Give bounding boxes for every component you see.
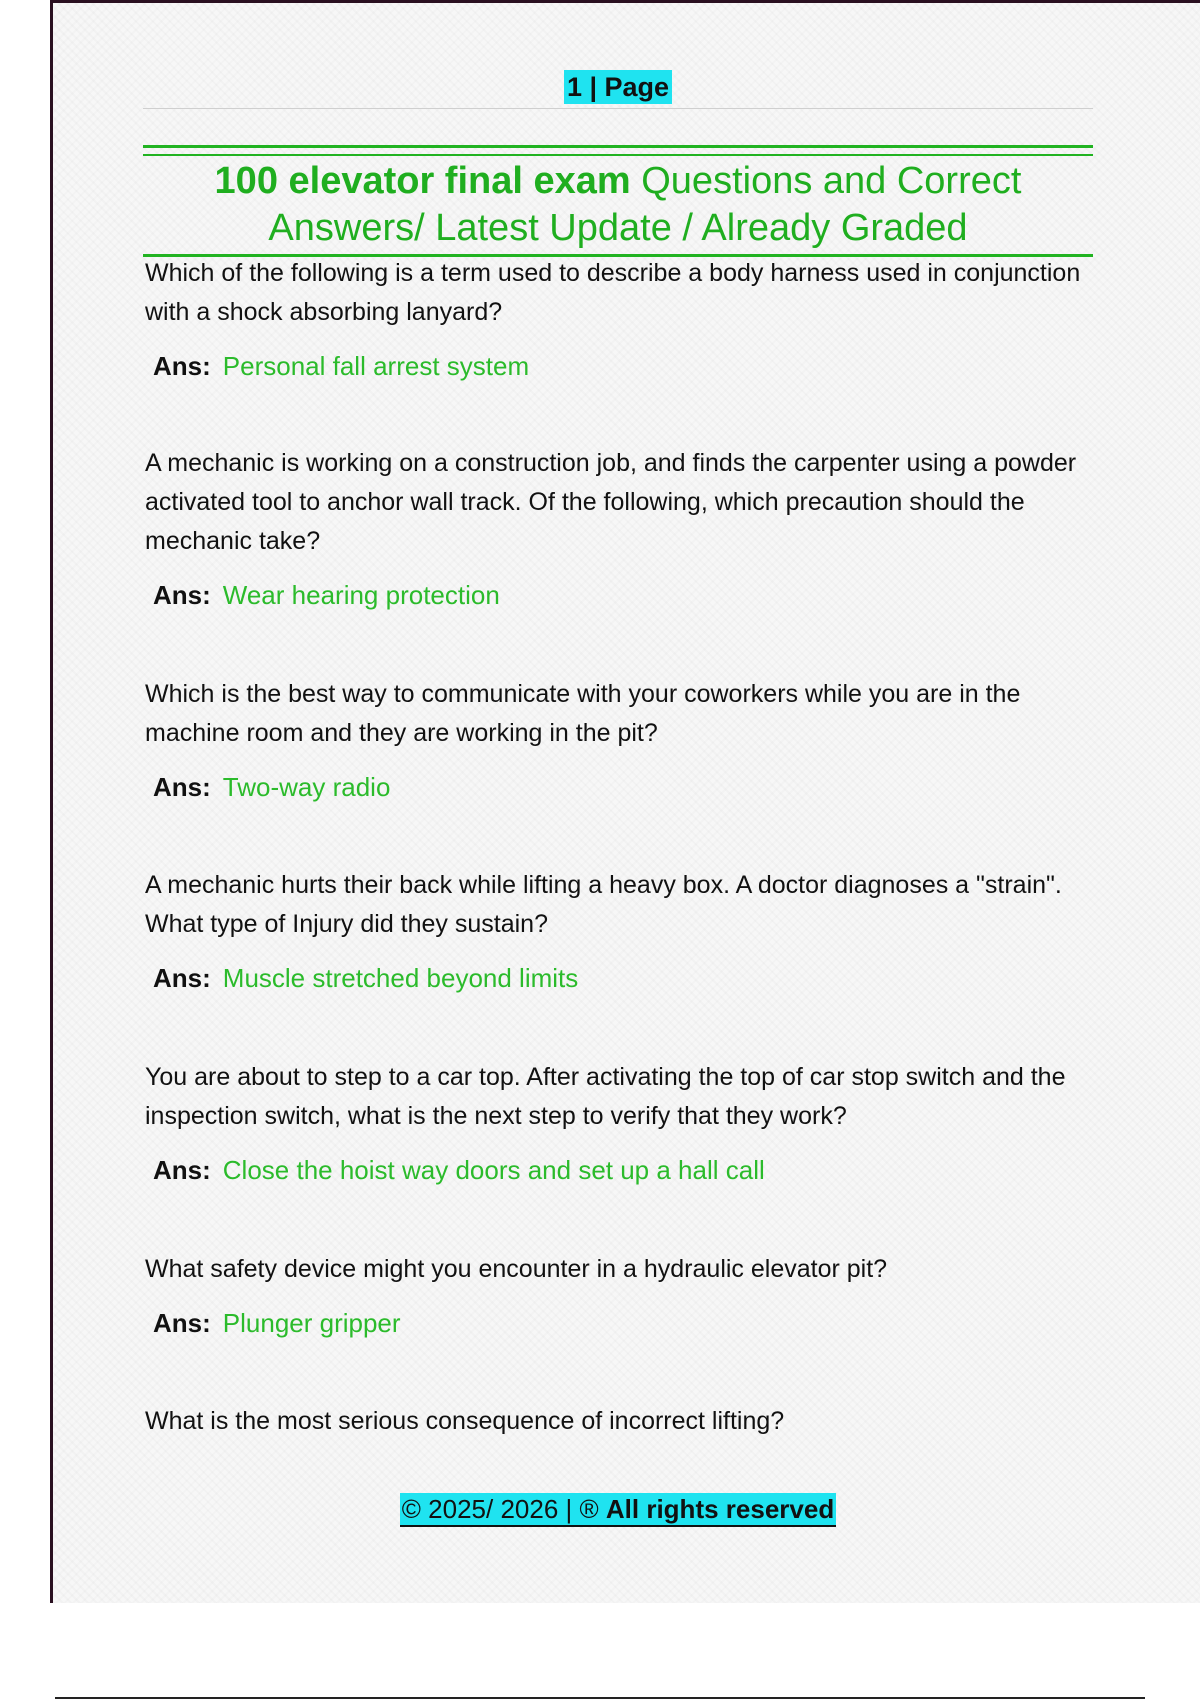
qa-item — [145, 866, 1095, 994]
answer-text: Wear hearing protection — [222, 580, 500, 610]
qa-item — [145, 675, 1095, 803]
qa-item — [145, 1250, 1095, 1339]
question-text: Which is the best way to communicate with your coworkers while you are in the machine room and they are working in the pit? — [145, 680, 1021, 747]
answer-row — [145, 1307, 1095, 1339]
answer-text: Two-way radio — [222, 772, 391, 802]
copyright-notice — [400, 1493, 836, 1527]
page-number: 1 | Page — [564, 70, 672, 104]
question-text: Which of the following is a term used to describe a body harness used in conjunction with a shock absorbing lanyard? — [145, 259, 1081, 326]
answer-text: Close the hoist way doors and set up a hall call — [222, 1155, 765, 1185]
qa-item — [145, 1058, 1095, 1186]
rights-reserved: All rights reserved — [605, 1494, 835, 1524]
answer-label: Ans: — [153, 963, 211, 993]
answer-text: Plunger gripper — [222, 1308, 401, 1338]
answer-row — [145, 350, 1095, 382]
qa-item — [145, 254, 1095, 382]
answer-label: Ans: — [153, 1155, 211, 1185]
answer-row — [145, 1154, 1095, 1186]
answer-label: Ans: — [153, 1308, 211, 1338]
answer-text: Personal fall arrest system — [222, 351, 530, 381]
answer-label: Ans: — [153, 580, 211, 610]
answer-row — [145, 579, 1095, 611]
qa-item — [145, 1402, 1095, 1441]
page-header — [143, 70, 1093, 104]
question-text: You are about to step to a car top. After activating the top of car stop switch and the inspection switch, what is the next step to verify that they work? — [145, 1063, 1066, 1130]
answer-label: Ans: — [153, 351, 211, 381]
question-text: What safety device might you encounter in a hydraulic elevator pit? — [145, 1255, 888, 1283]
question-text: What is the most serious consequence of incorrect lifting? — [145, 1407, 785, 1435]
question-text: A mechanic is working on a construction job, and finds the carpenter using a powder activated tool to anchor wall track. Of the following, which precaution should the mechanic take? — [145, 449, 1077, 555]
title-line2: Answers/ Latest Update / Already Graded — [268, 207, 968, 249]
answer-row — [145, 962, 1095, 994]
header-divider — [143, 108, 1093, 109]
qa-item — [145, 444, 1095, 611]
document-title — [143, 145, 1093, 257]
title-bold: 100 elevator final exam — [214, 160, 631, 202]
question-text: A mechanic hurts their back while lifting a heavy box. A doctor diagnoses a "strain". What type of Injury did they sustain? — [145, 871, 1062, 938]
copyright-years: © 2025/ 2026 | ® — [401, 1494, 606, 1524]
title-line1: Questions and Correct — [630, 160, 1022, 202]
answer-text: Muscle stretched beyond limits — [222, 963, 579, 993]
page-bottom-rule — [55, 1697, 1145, 1699]
answer-row — [145, 771, 1095, 803]
page-footer — [143, 1493, 1093, 1527]
answer-label: Ans: — [153, 772, 211, 802]
